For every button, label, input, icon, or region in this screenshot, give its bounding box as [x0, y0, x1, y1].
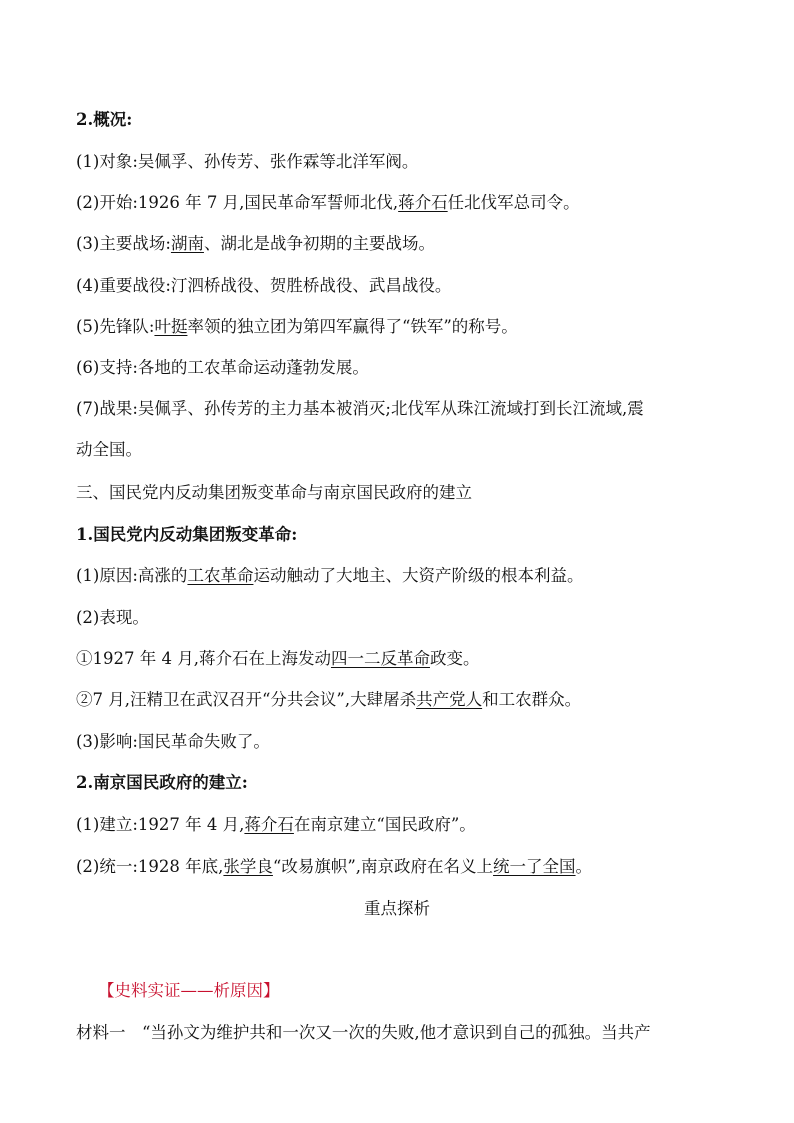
- nanjing-unify: (2)统一:1928 年底,张学良“改易旗帜”,南京政府在名义上统一了全国。: [76, 857, 593, 876]
- blank-answer: 四一二反革命: [330, 649, 430, 668]
- focus-title: 重点探析: [364, 899, 430, 918]
- material-one: 材料一 “当孙文为维护共和一次又一次的失败,他才意识到自己的孤独。当共产: [76, 1023, 651, 1042]
- source-tag: 【史料实证——析原因】: [98, 981, 280, 1000]
- section-heading-overview: 2.概况:: [76, 110, 133, 129]
- blank-answer: 蒋介石: [244, 815, 294, 834]
- betrayal-manifestation: (2)表现。: [76, 608, 149, 627]
- overview-target: (1)对象:吴佩孚、孙传芳、张作霖等北洋军阀。: [76, 152, 419, 171]
- blank-answer: 叶挺: [154, 317, 188, 336]
- betrayal-item-1: ①1927 年 4 月,蒋介石在上海发动四一二反革命政变。: [76, 649, 480, 668]
- blank-answer: 湖南: [170, 234, 204, 253]
- overview-result-line2: 动全国。: [76, 440, 142, 459]
- overview-vanguard: (5)先锋队:叶挺率领的独立团为第四军赢得了“铁军”的称号。: [76, 317, 518, 336]
- blank-answer: 统一了全国: [493, 857, 576, 876]
- overview-start: (2)开始:1926 年 7 月,国民革命军誓师北伐,蒋介石任北伐军总司令。: [76, 193, 580, 212]
- blank-answer: 张学良: [223, 857, 273, 876]
- overview-battlefield: (3)主要战场:湖南、湖北是战争初期的主要战场。: [76, 234, 435, 253]
- subheading-betrayal: 1.国民党内反动集团叛变革命:: [76, 525, 298, 544]
- blank-answer: 共产党人: [416, 690, 483, 709]
- blank-answer: 蒋介石: [398, 193, 448, 212]
- betrayal-item-2: ②7 月,汪精卫在武汉召开“分共会议”,大肆屠杀共产党人和工农群众。: [76, 690, 582, 709]
- overview-battles: (4)重要战役:汀泗桥战役、贺胜桥战役、武昌战役。: [76, 276, 452, 295]
- subheading-nanjing: 2.南京国民政府的建立:: [76, 773, 248, 792]
- part-three-title: 三、国民党内反动集团叛变革命与南京国民政府的建立: [76, 483, 472, 502]
- blank-answer: 工农革命: [187, 566, 254, 585]
- overview-result-line1: (7)战果:吴佩孚、孙传芳的主力基本被消灭;北伐军从珠江流域打到长江流域,震: [76, 399, 644, 418]
- nanjing-establish: (1)建立:1927 年 4 月,蒋介石在南京建立“国民政府”。: [76, 815, 476, 834]
- overview-support: (6)支持:各地的工农革命运动蓬勃发展。: [76, 358, 369, 377]
- betrayal-cause: (1)原因:高涨的工农革命运动触动了大地主、大资产阶级的根本利益。: [76, 566, 584, 585]
- betrayal-impact: (3)影响:国民革命失败了。: [76, 732, 270, 751]
